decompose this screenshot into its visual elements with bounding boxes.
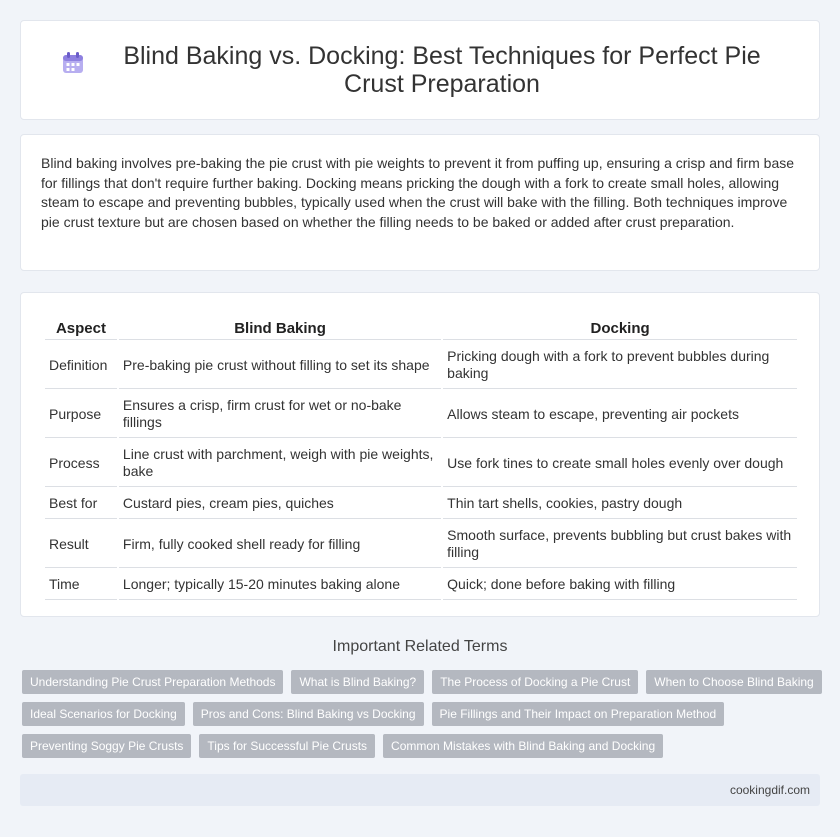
docking-cell: Allows steam to escape, preventing air pockets (443, 391, 797, 438)
footer-site-link[interactable]: cookingdif.com (729, 783, 810, 797)
blind-baking-cell: Line crust with parchment, weigh with pie weights, bake (119, 440, 441, 487)
aspect-cell: Result (45, 521, 117, 568)
blind-baking-cell: Ensures a crisp, firm crust for wet or no-bake fillings (119, 391, 441, 438)
docking-cell: Use fork tines to create small holes evenly over dough (443, 440, 797, 487)
related-tag-link[interactable]: Tips for Successful Pie Crusts (199, 734, 375, 758)
header-blind-baking: Blind Baking (119, 317, 441, 340)
aspect-cell: Purpose (45, 391, 117, 438)
table-header-row (45, 317, 797, 340)
blind-baking-cell: Longer; typically 15-20 minutes baking alone (119, 570, 441, 600)
comparison-table (43, 315, 799, 602)
docking-cell: Pricking dough with a fork to prevent bubbles during baking (443, 342, 797, 389)
page-title: Blind Baking vs. Docking: Best Techniques for Perfect Pie Crust Preparation (123, 42, 761, 98)
calendar-icon (60, 50, 86, 76)
table-row (45, 440, 797, 487)
related-tag-link[interactable]: The Process of Docking a Pie Crust (432, 670, 638, 694)
related-tag-link[interactable]: Ideal Scenarios for Docking (22, 702, 185, 726)
related-tag-link[interactable]: What is Blind Baking? (291, 670, 424, 694)
aspect-cell: Definition (45, 342, 117, 389)
blind-baking-cell: Custard pies, cream pies, quiches (119, 489, 441, 519)
related-tag-link[interactable]: Pie Fillings and Their Impact on Preparation Method (432, 702, 725, 726)
table-row (45, 391, 797, 438)
header-inner (60, 42, 780, 98)
related-tag-link[interactable]: Understanding Pie Crust Preparation Methods (22, 670, 283, 694)
related-tags (22, 670, 822, 766)
blind-baking-cell: Pre-baking pie crust without filling to set its shape (119, 342, 441, 389)
related-tag-link[interactable]: When to Choose Blind Baking (646, 670, 821, 694)
related-terms-title: Important Related Terms (332, 638, 508, 655)
tag-row (22, 734, 822, 758)
header-card (20, 20, 820, 120)
blind-baking-cell: Firm, fully cooked shell ready for filling (119, 521, 441, 568)
comparison-table-card (20, 292, 820, 617)
table-row (45, 570, 797, 600)
related-tag-link[interactable]: Pros and Cons: Blind Baking vs Docking (193, 702, 424, 726)
aspect-cell: Process (45, 440, 117, 487)
docking-cell: Smooth surface, prevents bubbling but crust bakes with filling (443, 521, 797, 568)
table-row (45, 521, 797, 568)
intro-text: Blind baking involves pre-baking the pie crust with pie weights to prevent it from puffing up, ensuring a crisp and firm base for fillings that don't require further baking. Docking means pricking the dough with a fork to create small holes, allowing steam to escape and preventing bubbles, typically used when the crust will bake with the filling. Both techniques improve pie crust texture but are chosen based on whether the filling needs to be baked or added after crust preparation. (41, 155, 795, 230)
table-row (45, 489, 797, 519)
intro-card (20, 134, 820, 271)
related-tag-link[interactable]: Common Mistakes with Blind Baking and Docking (383, 734, 663, 758)
footer (20, 774, 820, 806)
tag-row (22, 702, 822, 726)
table-row (45, 342, 797, 389)
aspect-cell: Time (45, 570, 117, 600)
docking-cell: Quick; done before baking with filling (443, 570, 797, 600)
related-tag-link[interactable]: Preventing Soggy Pie Crusts (22, 734, 191, 758)
header-docking: Docking (443, 317, 797, 340)
header-aspect: Aspect (45, 317, 117, 340)
tag-row (22, 670, 822, 694)
docking-cell: Thin tart shells, cookies, pastry dough (443, 489, 797, 519)
aspect-cell: Best for (45, 489, 117, 519)
